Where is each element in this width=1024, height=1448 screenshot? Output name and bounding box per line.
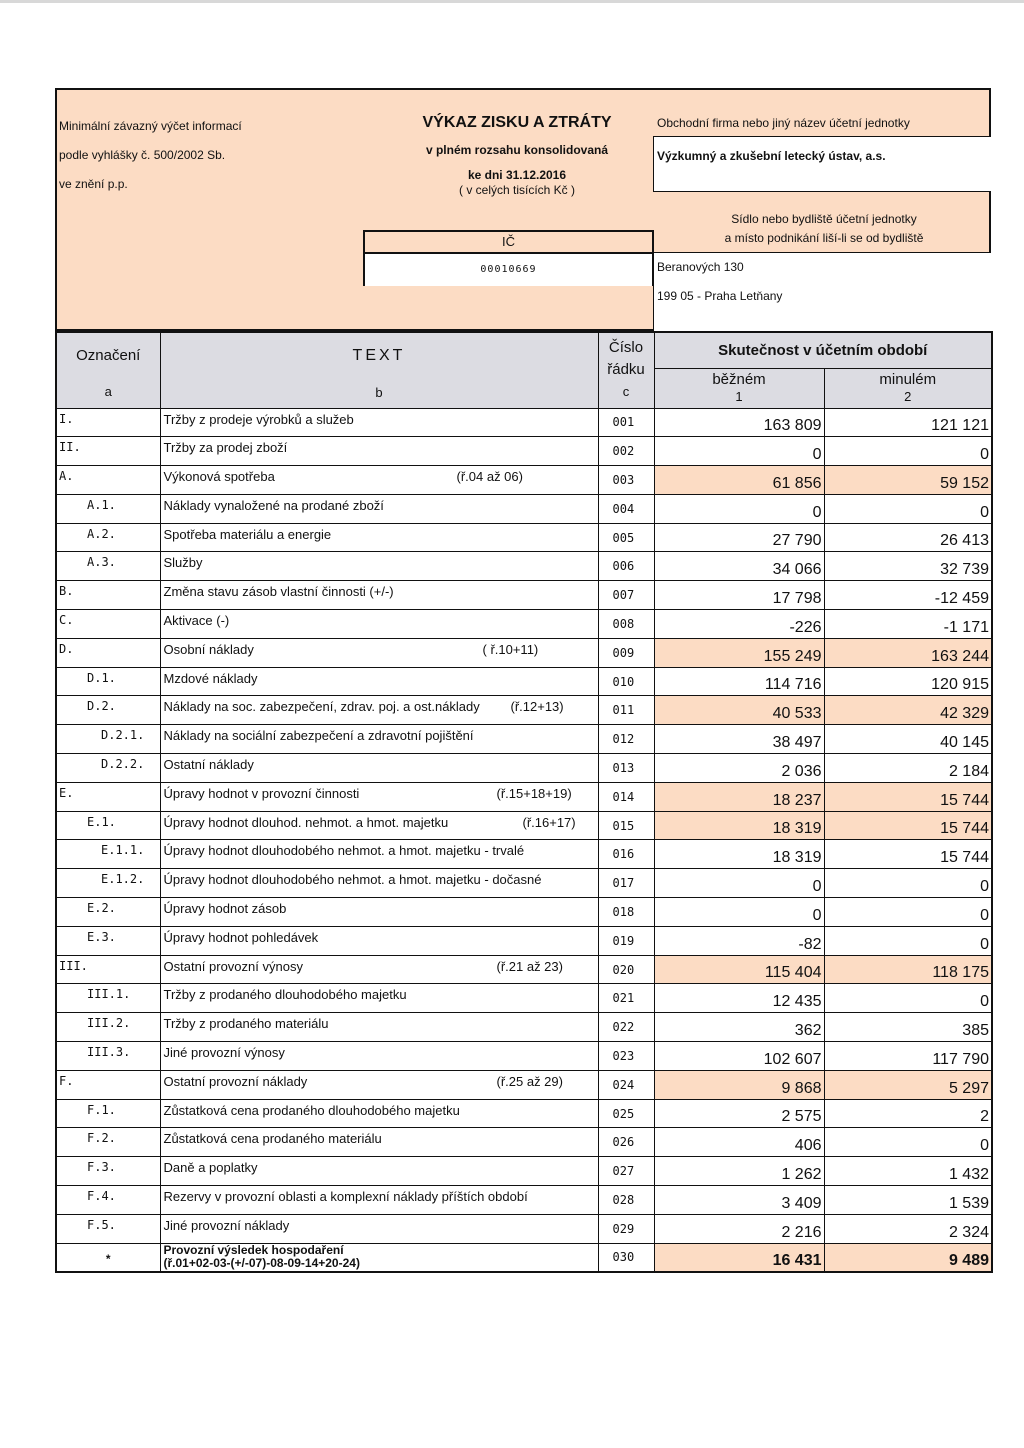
col-minule-header [824,368,992,408]
address-box [653,252,991,333]
row-oznaceni: C. [56,610,160,639]
row-text: Zůstatková cena prodaného materiálu [163,1131,382,1147]
row-value-current: 40 533 [654,696,824,725]
row-value-previous: 26 413 [824,523,992,552]
row-code: 001 [598,408,654,437]
row-text: Úpravy hodnot zásob [163,901,287,917]
col-letter-b: b [375,385,383,400]
row-value-current: 9 868 [654,1070,824,1099]
table-row [56,898,992,927]
col-oznaceni-label: Označení [76,347,141,364]
row-value-previous: 120 915 [824,667,992,696]
row-value-previous: 1 432 [824,1157,992,1186]
row-value-previous: 121 121 [824,408,992,437]
row-value-current: 34 066 [654,552,824,581]
row-code: 028 [598,1186,654,1215]
row-oznaceni: B. [56,581,160,610]
seat-label [657,210,991,248]
row-value-current: 1 262 [654,1157,824,1186]
row-code: 005 [598,523,654,552]
row-text: Výkonová spotřeba [163,469,275,485]
row-value-current: 27 790 [654,523,824,552]
row-text: Ostatní provozní náklady [163,1073,308,1089]
row-value-current: 163 809 [654,408,824,437]
table-row [56,638,992,667]
row-code: 009 [598,638,654,667]
row-code: 030 [598,1243,654,1272]
row-oznaceni: I. [56,408,160,437]
row-text-cell [160,523,598,552]
legal-line-3: ve znění p.p. [59,177,128,191]
firm-box [653,136,991,192]
ic-value: 00010669 [365,254,652,286]
row-code: 018 [598,898,654,927]
row-value-previous: 5 297 [824,1070,992,1099]
row-text-cell [160,494,598,523]
row-text-cell [160,782,598,811]
row-text: Spotřeba materiálu a energie [163,526,332,542]
col-num-1: 1 [735,389,743,404]
table-row [56,1128,992,1157]
row-text-cell [160,552,598,581]
table-row [56,552,992,581]
row-text-cell [160,869,598,898]
row-text-cell [160,1243,598,1272]
table-row [56,581,992,610]
row-text-cell [160,840,598,869]
ic-label: IČ [365,232,652,254]
row-code: 024 [598,1070,654,1099]
row-text: Tržby z prodeje výrobků a služeb [163,411,354,427]
table-row [56,437,992,466]
row-oznaceni: E.1.1. [56,840,160,869]
row-text: Úpravy hodnot pohledávek [163,929,319,945]
row-value-current: -226 [654,610,824,639]
row-value-previous: 2 [824,1099,992,1128]
ic-box [363,230,654,286]
row-formula: (ř.01+02-03-(+/-07)-08-09-14+20-24) [163,1255,360,1270]
row-oznaceni: II. [56,437,160,466]
table-row [56,1070,992,1099]
row-value-current: 61 856 [654,466,824,495]
row-code: 012 [598,725,654,754]
row-code: 026 [598,1128,654,1157]
row-text-cell [160,610,598,639]
row-text-cell [160,437,598,466]
header-title-block [397,112,637,197]
row-formula: (ř.15+18+19) [496,785,572,801]
row-code: 019 [598,926,654,955]
row-text-cell [160,1157,598,1186]
row-text: Náklady na soc. zabezpečení, zdrav. poj. a ost.náklady [163,699,480,715]
row-value-current: 102 607 [654,1042,824,1071]
row-value-previous: 2 184 [824,754,992,783]
row-value-previous: 385 [824,1013,992,1042]
row-value-previous: 163 244 [824,638,992,667]
row-value-current: 18 319 [654,840,824,869]
row-text-cell [160,955,598,984]
table-row [56,782,992,811]
table-row [56,696,992,725]
row-text-cell [160,1214,598,1243]
report-header [55,88,991,331]
row-oznaceni: A.3. [56,552,160,581]
row-value-current: -82 [654,926,824,955]
row-text: Aktivace (-) [163,613,230,629]
row-oznaceni: F. [56,1070,160,1099]
row-text-cell [160,581,598,610]
col-letter-a: a [104,384,112,399]
row-oznaceni: F.5. [56,1214,160,1243]
row-formula: ( ř.10+11) [482,641,539,657]
table-row [56,811,992,840]
row-code: 027 [598,1157,654,1186]
row-value-previous: 118 175 [824,955,992,984]
table-row [56,1214,992,1243]
table-row [56,408,992,437]
row-oznaceni: E. [56,782,160,811]
row-text-cell [160,1099,598,1128]
firm-label: Obchodní firma nebo jiný název účetní jednotky [657,116,910,130]
table-row [56,610,992,639]
row-code: 029 [598,1214,654,1243]
col-cislo-label-2: řádku [607,361,645,379]
row-text: Náklady na sociální zabezpečení a zdravotní pojištění [163,728,474,744]
row-text: Osobní náklady [163,641,254,657]
row-text-cell [160,1186,598,1215]
row-formula: (ř.16+17) [522,814,576,830]
row-value-current: 17 798 [654,581,824,610]
row-text: Daně a poplatky [163,1160,258,1176]
row-code: 017 [598,869,654,898]
table-row [56,667,992,696]
row-code: 013 [598,754,654,783]
row-formula: (ř.21 až 23) [496,958,563,974]
col-oznaceni-header [56,332,160,408]
row-text: Tržby z prodaného dlouhodobého majetku [163,987,407,1003]
row-oznaceni: D.2. [56,696,160,725]
row-value-current: 0 [654,898,824,927]
row-oznaceni: E.2. [56,898,160,927]
row-oznaceni: F.4. [56,1186,160,1215]
row-oznaceni: F.2. [56,1128,160,1157]
col-cislo-label-1: Číslo [608,339,644,357]
table-row [56,754,992,783]
row-oznaceni: III.1. [56,984,160,1013]
address-line-1: Beranových 130 [657,260,744,274]
table-row [56,1186,992,1215]
row-value-previous: 2 324 [824,1214,992,1243]
report-date: ke dni 31.12.2016 [467,168,567,182]
row-value-previous: -1 171 [824,610,992,639]
col-bezne-header [654,368,824,408]
row-value-current: 18 237 [654,782,824,811]
row-code: 022 [598,1013,654,1042]
row-value-current: 2 216 [654,1214,824,1243]
row-value-current: 18 319 [654,811,824,840]
row-oznaceni: F.3. [56,1157,160,1186]
row-oznaceni: A. [56,466,160,495]
row-code: 003 [598,466,654,495]
row-value-previous: 0 [824,494,992,523]
firm-name: Výzkumný a zkušební letecký ústav, a.s. [657,149,886,163]
row-text: Mzdové náklady [163,670,258,686]
row-value-current: 16 431 [654,1243,824,1272]
table-row [56,1099,992,1128]
row-text-cell [160,466,598,495]
row-code: 010 [598,667,654,696]
col-text-label: TEXT [352,347,406,364]
table-row [56,1042,992,1071]
row-text-cell [160,408,598,437]
row-value-previous: 0 [824,437,992,466]
table-row [56,840,992,869]
row-oznaceni: E.1.2. [56,869,160,898]
row-oznaceni: III. [56,955,160,984]
row-text-cell [160,1070,598,1099]
seat-label-line-1: Sídlo nebo bydliště účetní jednotky [731,212,917,226]
row-code: 006 [598,552,654,581]
col-letter-c: c [622,384,630,400]
row-code: 016 [598,840,654,869]
row-oznaceni: D. [56,638,160,667]
row-value-previous: 1 539 [824,1186,992,1215]
row-text: Tržby za prodej zboží [163,440,288,456]
table-row [56,725,992,754]
row-code: 021 [598,984,654,1013]
row-code: 015 [598,811,654,840]
row-value-previous: 15 744 [824,840,992,869]
row-value-previous: 0 [824,869,992,898]
col-text-header [160,332,598,408]
row-code: 023 [598,1042,654,1071]
row-value-current: 0 [654,494,824,523]
row-oznaceni: A.1. [56,494,160,523]
row-value-previous: 117 790 [824,1042,992,1071]
table-row [56,494,992,523]
row-value-current: 0 [654,437,824,466]
row-oznaceni: D.2.2. [56,754,160,783]
row-value-previous: -12 459 [824,581,992,610]
row-text-cell [160,638,598,667]
row-value-current: 38 497 [654,725,824,754]
row-code: 004 [598,494,654,523]
row-value-previous: 40 145 [824,725,992,754]
row-text: Úpravy hodnot dlouhod. nehmot. a hmot. majetku [163,814,449,830]
row-value-previous: 9 489 [824,1243,992,1272]
row-text: Náklady vynaložené na prodané zboží [163,497,384,513]
row-code: 020 [598,955,654,984]
row-value-current: 0 [654,869,824,898]
row-oznaceni: * [56,1243,160,1272]
row-value-previous: 15 744 [824,811,992,840]
row-value-current: 2 575 [654,1099,824,1128]
row-value-current: 362 [654,1013,824,1042]
header-legal-note [59,112,242,199]
row-text: Zůstatková cena prodaného dlouhodobého majetku [163,1102,460,1118]
col-skutecnost-header: Skutečnost v účetním období [654,332,992,368]
table-body [56,408,992,1272]
row-value-previous: 0 [824,984,992,1013]
row-text: Úpravy hodnot v provozní činnosti [163,785,360,801]
row-formula: (ř.25 až 29) [496,1073,563,1089]
row-value-current: 12 435 [654,984,824,1013]
row-value-previous: 15 744 [824,782,992,811]
row-value-previous: 32 739 [824,552,992,581]
row-code: 025 [598,1099,654,1128]
table-row [56,1157,992,1186]
row-value-current: 406 [654,1128,824,1157]
row-text: Jiné provozní náklady [163,1217,290,1233]
row-text-cell [160,811,598,840]
row-text-cell [160,926,598,955]
row-oznaceni: D.1. [56,667,160,696]
row-value-previous: 59 152 [824,466,992,495]
row-value-previous: 0 [824,1128,992,1157]
row-code: 008 [598,610,654,639]
row-value-current: 2 036 [654,754,824,783]
col-cislo-header [598,332,654,408]
row-formula: (ř.12+13) [510,699,564,715]
row-text: Ostatní náklady [163,757,254,773]
row-text-cell [160,725,598,754]
row-text: Úpravy hodnot dlouhodobého nehmot. a hmot. majetku - trvalé [163,843,525,859]
row-text-cell [160,1128,598,1157]
row-value-current: 155 249 [654,638,824,667]
row-text: Tržby z prodaného materiálu [163,1016,329,1032]
row-text: Ostatní provozní výnosy [163,958,303,974]
table-row [56,984,992,1013]
row-text: Změna stavu zásob vlastní činnosti (+/-) [163,584,394,600]
row-text-cell [160,754,598,783]
row-text: Provozní výsledek hospodaření [163,1243,344,1257]
col-num-2: 2 [904,389,912,404]
table-row [56,523,992,552]
row-oznaceni: D.2.1. [56,725,160,754]
row-oznaceni: E.1. [56,811,160,840]
report-subtitle: v plném rozsahu konsolidovaná [425,143,609,157]
row-formula: (ř.04 až 06) [456,469,523,485]
row-text-cell [160,1042,598,1071]
table-row [56,466,992,495]
row-text-cell [160,898,598,927]
seat-label-line-2: a místo podnikání liší-li se od bydliště [724,231,924,245]
table-row [56,869,992,898]
table-row [56,955,992,984]
row-text: Jiné provozní výnosy [163,1045,285,1061]
row-code: 007 [598,581,654,610]
report-title: VÝKAZ ZISKU A ZTRÁTY [422,114,612,131]
table-row [56,1013,992,1042]
table-row [56,926,992,955]
row-code: 011 [598,696,654,725]
row-oznaceni: E.3. [56,926,160,955]
row-text: Služby [163,555,203,571]
row-value-current: 3 409 [654,1186,824,1215]
legal-line-1: Minimální závazný výčet informací [59,119,242,133]
page-top-border [0,0,1024,3]
address-line-2: 199 05 - Praha Letňany [657,289,783,303]
row-text: Úpravy hodnot dlouhodobého nehmot. a hmot. majetku - dočasné [163,872,542,888]
row-value-current: 115 404 [654,955,824,984]
row-value-previous: 0 [824,898,992,927]
income-statement-table [55,331,993,1273]
row-text-cell [160,1013,598,1042]
col-bezne-label: běžném [712,371,766,388]
row-text-cell [160,667,598,696]
row-code: 014 [598,782,654,811]
row-oznaceni: A.2. [56,523,160,552]
row-value-previous: 42 329 [824,696,992,725]
row-oznaceni: III.2. [56,1013,160,1042]
report-unit: ( v celých tisících Kč ) [458,183,576,197]
col-minule-label: minulém [879,371,937,388]
row-oznaceni: III.3. [56,1042,160,1071]
row-oznaceni: F.1. [56,1099,160,1128]
row-value-current: 114 716 [654,667,824,696]
row-text-cell [160,696,598,725]
row-text-cell [160,984,598,1013]
row-text: Rezervy v provozní oblasti a komplexní náklady příštích období [163,1189,528,1205]
table-row [56,1243,992,1272]
legal-line-2: podle vyhlášky č. 500/2002 Sb. [59,148,226,162]
row-value-previous: 0 [824,926,992,955]
row-code: 002 [598,437,654,466]
